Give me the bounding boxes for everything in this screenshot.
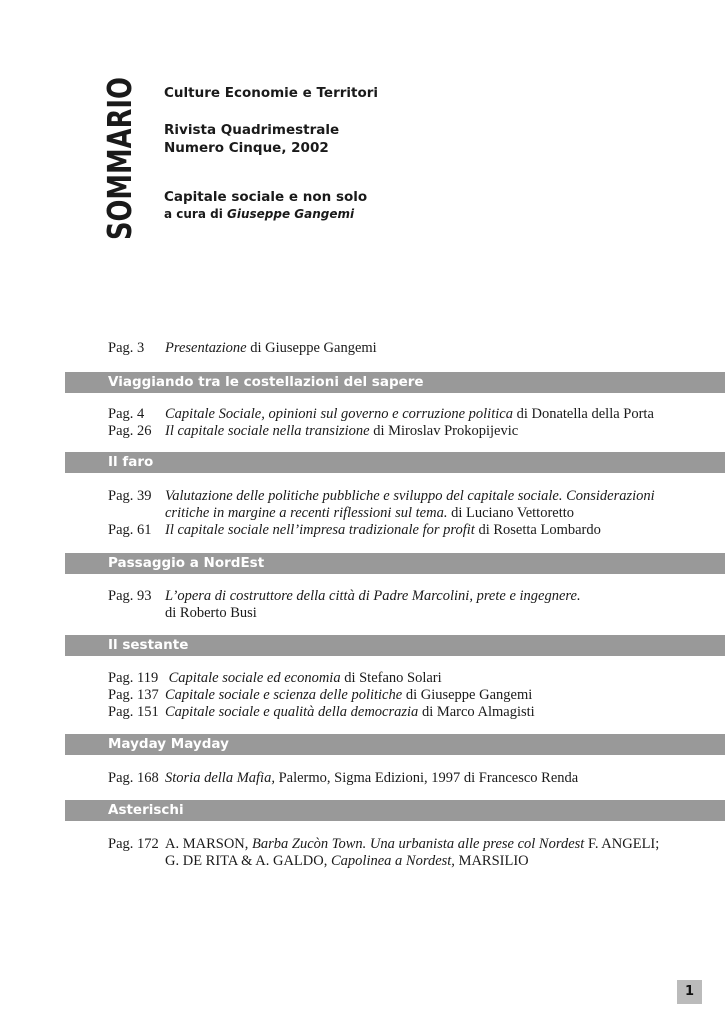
entry-page: Pag. 39 — [108, 488, 152, 504]
entry-page: Pag. 61 — [108, 522, 152, 538]
editor-line — [164, 206, 378, 222]
entry-title: Il capitale sociale nell’impresa tradizionale for profit — [165, 522, 475, 538]
entry-title: Presentazione — [165, 340, 247, 356]
section-heading: Il sestante — [65, 635, 725, 656]
entry-title: Capitale sociale ed economia — [165, 670, 341, 686]
entry-page: Pag. 172 — [108, 836, 159, 852]
toc-entry — [108, 704, 535, 721]
entry-title: Storia della Mafia, — [165, 770, 275, 786]
entry-page: Pag. 168 — [108, 770, 159, 786]
entry-publisher: F. ANGELI; — [584, 836, 660, 852]
entry-author: di Luciano Vettoretto — [447, 505, 575, 521]
entry-pre-2: G. DE RITA & A. GALDO, — [165, 853, 331, 869]
issue-number: Numero Cinque, 2002 — [164, 140, 329, 156]
entry-title: L’opera di costruttore della città di Padre Marcolini, prete e ingegnere. — [165, 588, 581, 604]
journal-name: Culture Economie e Territori — [164, 85, 379, 101]
entry-author: di Roberto Busi — [165, 605, 257, 621]
entry-author: Palermo, Sigma Edizioni, 1997 di Francesco Renda — [274, 770, 579, 786]
entry-author: di Rosetta Lombardo — [474, 522, 601, 538]
toc-entry — [108, 770, 578, 787]
entry-page: Pag. 26 — [108, 423, 152, 439]
editor-name: Giuseppe Gangemi — [227, 207, 355, 221]
section-heading: Passaggio a NordEst — [65, 553, 725, 574]
entry-author: di Giuseppe Gangemi — [402, 687, 533, 703]
section-heading: Viaggiando tra le costellazioni del sapere — [65, 372, 725, 393]
journal-frequency: Rivista Quadrimestrale — [164, 122, 340, 138]
entry-title: Valutazione delle politiche pubbliche e sviluppo del capitale sociale. Considerazioni — [165, 488, 655, 504]
entry-author: di Giuseppe Gangemi — [246, 340, 377, 356]
entry-page: Pag. 119 — [108, 670, 159, 686]
entry-page: Pag. 3 — [108, 340, 145, 356]
toc-entry — [108, 670, 442, 687]
vertical-title: SOMMARIO — [100, 77, 139, 240]
page-number: 1 — [677, 980, 702, 1004]
entry-page: Pag. 137 — [108, 687, 159, 703]
entry-author: di Donatella della Porta — [512, 406, 654, 422]
masthead — [164, 84, 378, 222]
entry-title: Capitale Sociale, opinioni sul governo e corruzione politica — [165, 406, 513, 422]
entry-title-cont: critiche in margine a recenti riflessioni sul tema. — [165, 505, 448, 521]
entry-title: Capitale sociale e qualità della democrazia — [165, 704, 419, 720]
entry-page: Pag. 93 — [108, 588, 152, 604]
toc-entry — [108, 488, 655, 522]
issue-theme: Capitale sociale e non solo — [164, 189, 368, 205]
entry-title: Capitale sociale e scienza delle politiche — [165, 687, 403, 703]
section-heading: Asterischi — [65, 800, 725, 821]
section-heading: Mayday Mayday — [65, 734, 725, 755]
editor-prefix: a cura di — [164, 207, 228, 221]
toc-entry — [108, 340, 377, 357]
toc-entry — [108, 423, 518, 440]
toc-entry — [108, 522, 601, 539]
entry-title-2: Capolinea a Nordest, — [331, 853, 455, 869]
entry-author: di Stefano Solari — [340, 670, 442, 686]
toc-entry — [108, 406, 654, 423]
entry-author: di Marco Almagisti — [418, 704, 535, 720]
toc-entry — [108, 687, 532, 704]
toc-entry — [108, 836, 659, 870]
entry-publisher-2: MARSILIO — [454, 853, 529, 869]
entry-page: Pag. 151 — [108, 704, 159, 720]
entry-pre: A. MARSON, — [165, 836, 253, 852]
entry-title: Barba Zucòn Town. Una urbanista alle prese col Nordest — [252, 836, 585, 852]
toc-entry — [108, 588, 581, 622]
entry-title: Il capitale sociale nella transizione — [165, 423, 370, 439]
entry-author: di Miroslav Prokopijevic — [369, 423, 519, 439]
entry-page: Pag. 4 — [108, 406, 145, 422]
section-heading: Il faro — [65, 452, 725, 473]
